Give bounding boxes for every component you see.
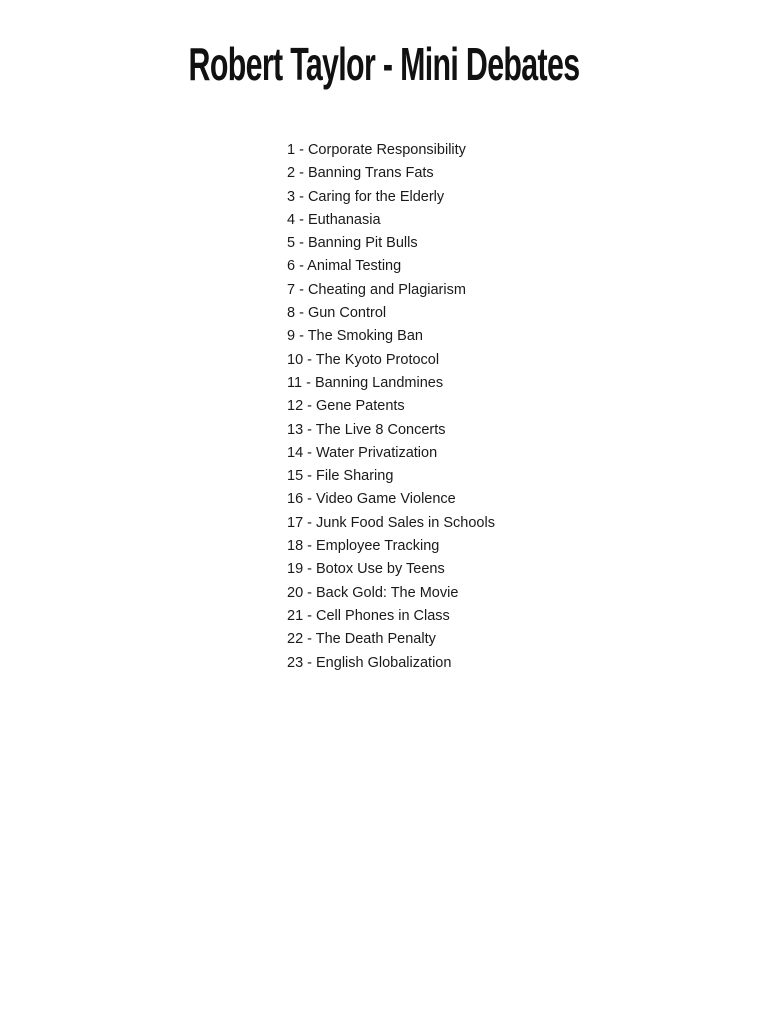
list-item: 11 - Banning Landmines: [287, 374, 444, 391]
list-item: 13 - The Live 8 Concerts: [287, 421, 446, 438]
list-item: 18 - Employee Tracking: [287, 538, 440, 555]
list-item: 2 - Banning Trans Fats: [287, 165, 434, 182]
list-item: 21 - Cell Phones in Class: [287, 607, 450, 624]
list-item: 20 - Back Gold: The Movie: [287, 584, 459, 601]
list-item: 22 - The Death Penalty: [287, 631, 436, 648]
list-item: 9 - The Smoking Ban: [287, 328, 423, 345]
list-item: 12 - Gene Patents: [287, 398, 405, 415]
list-item: 15 - File Sharing: [287, 468, 394, 485]
list-item: 8 - Gun Control: [287, 305, 387, 322]
list-item: 7 - Cheating and Plagiarism: [287, 281, 466, 298]
debate-topic-list: [287, 139, 495, 675]
list-item: 14 - Water Privatization: [287, 444, 438, 461]
list-item: 6 - Animal Testing: [287, 258, 402, 275]
list-item: 3 - Caring for the Elderly: [287, 188, 445, 205]
list-item: 23 - English Globalization: [287, 654, 452, 671]
list-item: 16 - Video Game Violence: [287, 491, 456, 508]
page-title: Robert Taylor - Mini Debates: [188, 38, 580, 90]
list-item: 17 - Junk Food Sales in Schools: [287, 514, 495, 531]
list-item: 10 - The Kyoto Protocol: [287, 351, 440, 368]
list-item: 4 - Euthanasia: [287, 211, 381, 228]
list-item: 1 - Corporate Responsibility: [287, 142, 466, 158]
list-item: 5 - Banning Pit Bulls: [287, 235, 418, 252]
list-item: 19 - Botox Use by Teens: [287, 561, 445, 578]
